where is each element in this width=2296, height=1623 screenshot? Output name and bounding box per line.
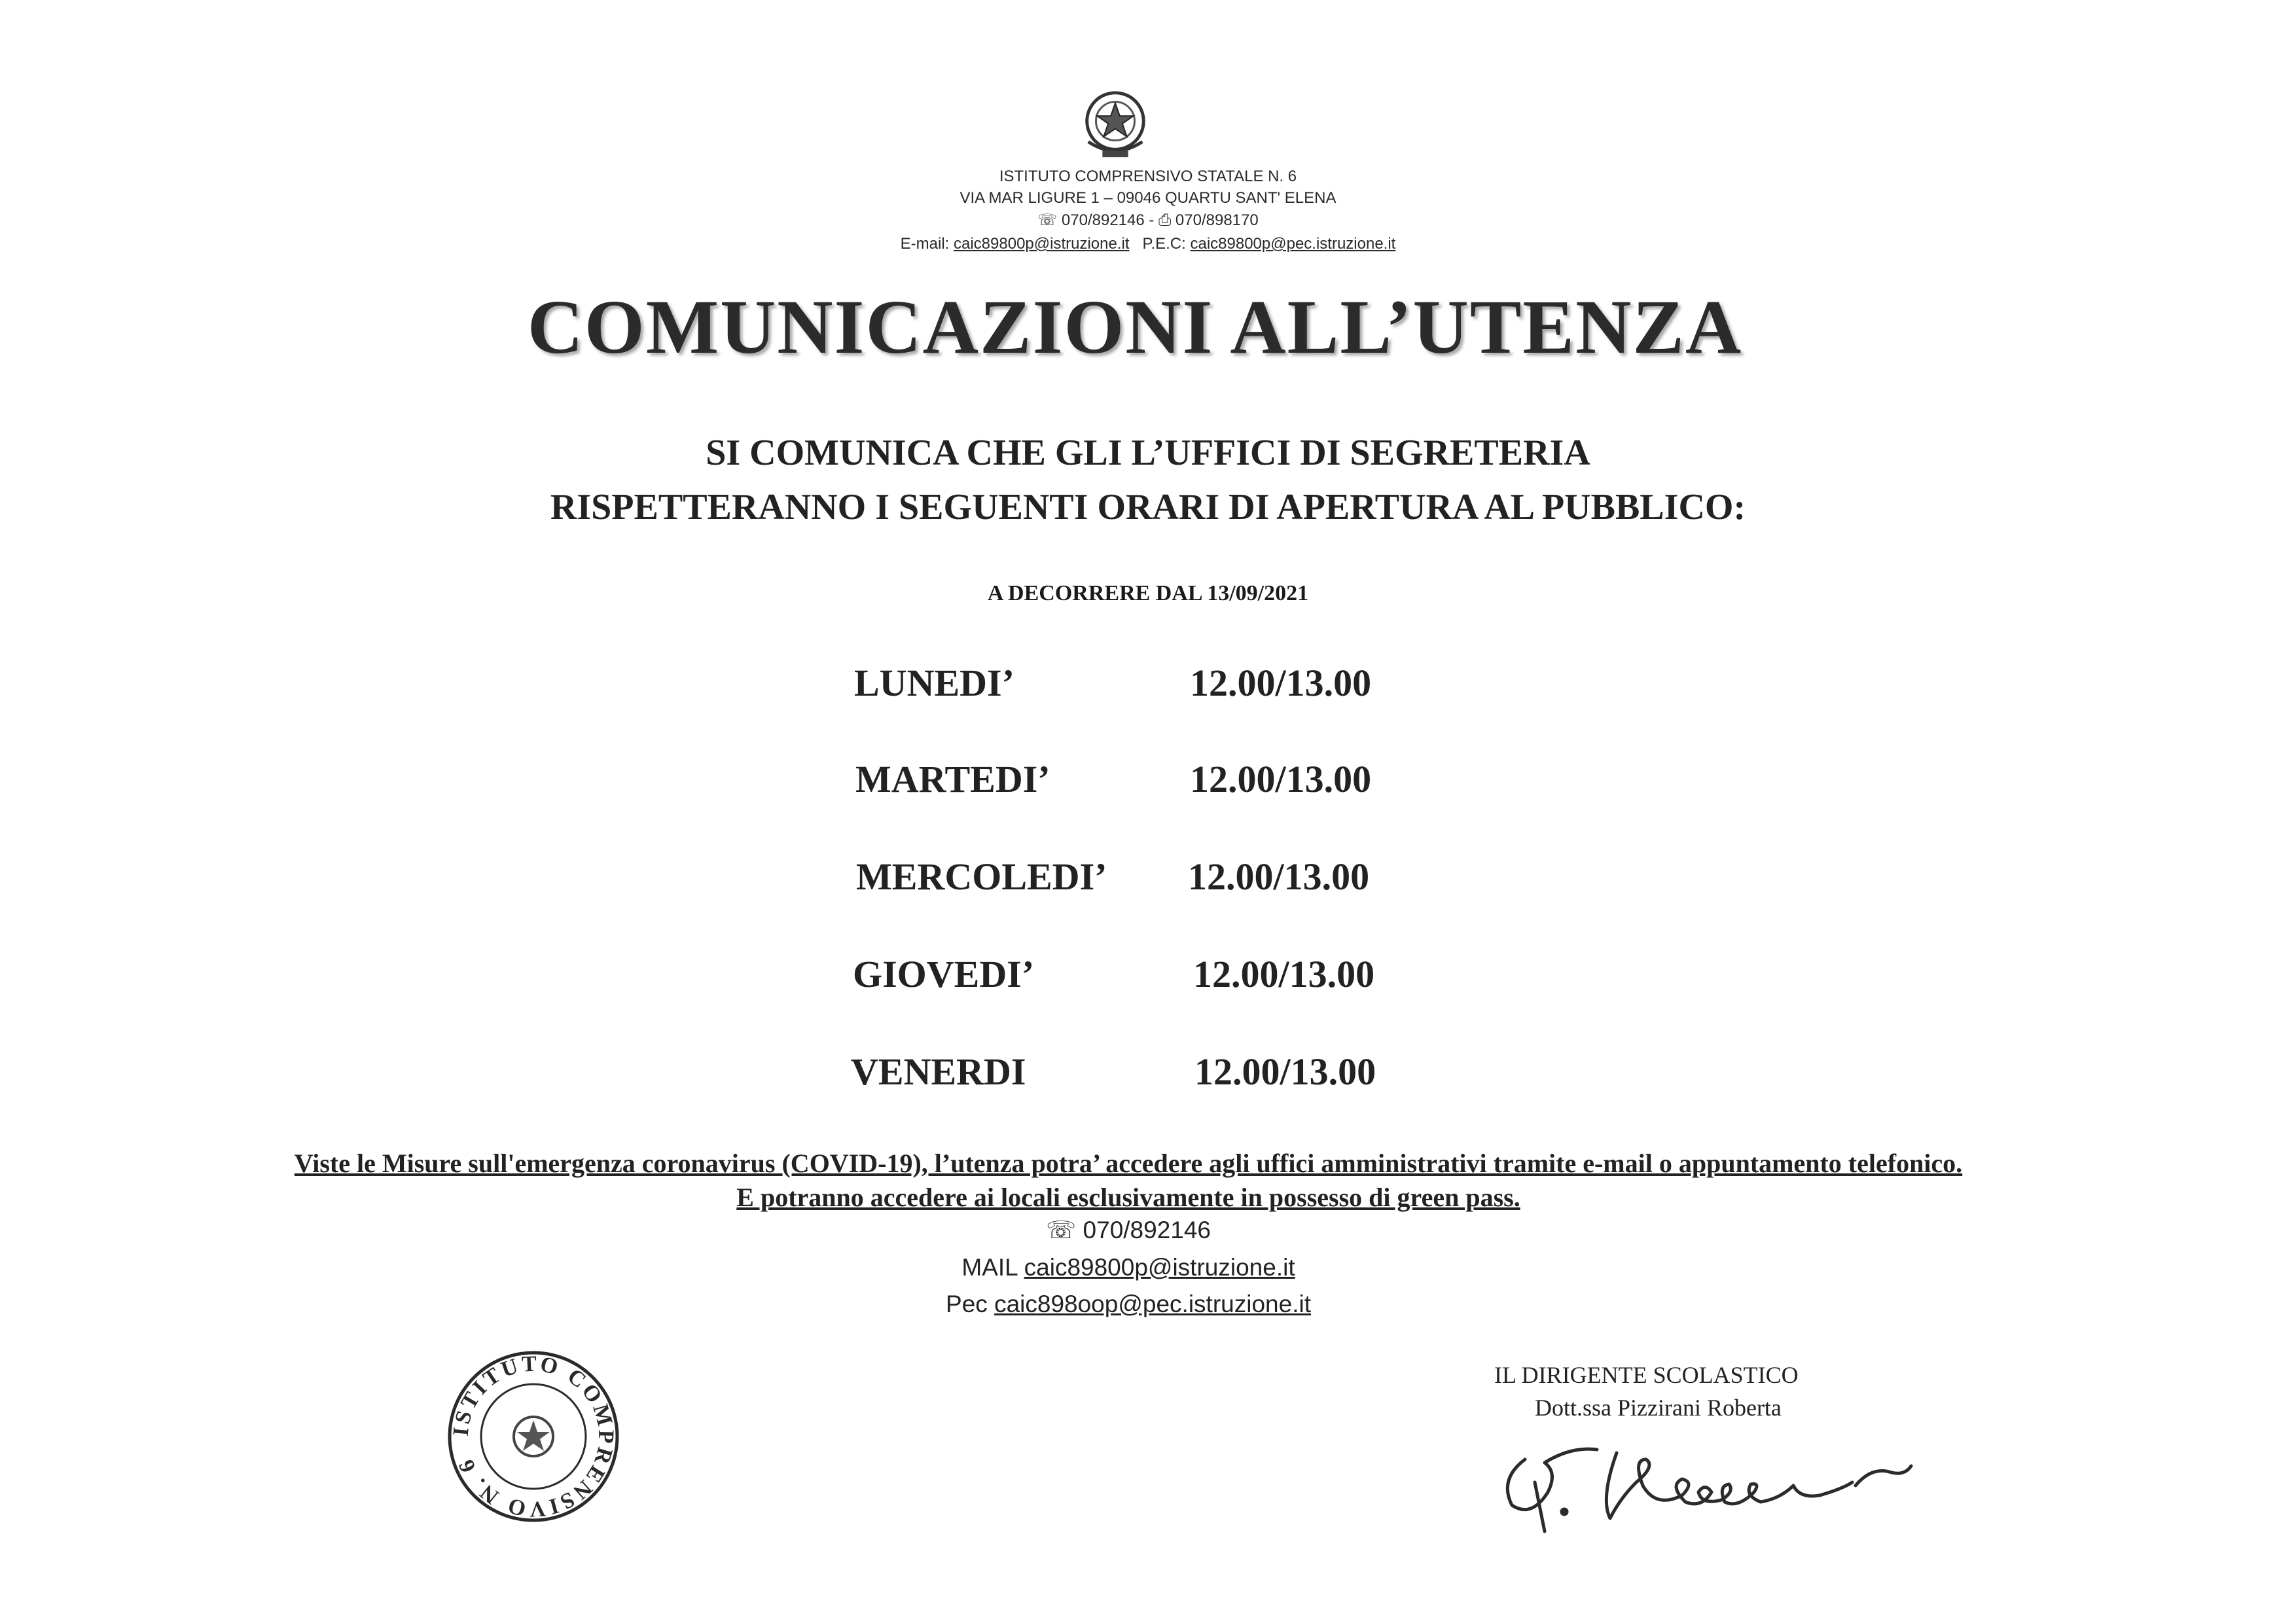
contact-pec-label: Pec (946, 1291, 995, 1317)
school-round-stamp-icon (445, 1348, 622, 1525)
schedule-day: MARTEDI’ (855, 758, 1050, 800)
signature-name: Dott.ssa Pizzirani Roberta (1535, 1395, 1782, 1421)
contact-phone: ☏ 070/892146 (1045, 1217, 1211, 1243)
school-name: ISTITUTO COMPRENSIVO STATALE N. 6 (999, 168, 1297, 185)
contact-mail-label: MAIL (961, 1254, 1024, 1281)
schedule-day: LUNEDI’ (854, 662, 1014, 704)
phone-text: ☏ 070/892146 - (1037, 211, 1159, 229)
svg-text:ISTITUTO COMPRENSIVO N. 6: ISTITUTO COMPRENSIVO N. 6 (448, 1351, 619, 1522)
schedule-hours: 12.00/13.00 (1188, 855, 1370, 898)
school-phone-fax (0, 209, 2296, 232)
school-address: VIA MAR LIGURE 1 – 09046 QUARTU SANT' ELENA (960, 189, 1336, 207)
pec-label: P.E.C: (1142, 235, 1191, 253)
school-email-line (0, 233, 2296, 255)
italian-republic-emblem-icon (1077, 84, 1154, 164)
schedule-hours: 12.00/13.00 (1194, 1050, 1376, 1093)
contact-mail (0, 1254, 2276, 1281)
start-date: A DECORRERE DAL 13/09/2021 (987, 581, 1309, 605)
email-link[interactable]: caic89800p@istruzione.it (954, 235, 1130, 253)
schedule-day: VENERDI (851, 1050, 1026, 1093)
schedule-day: MERCOLEDI’ (856, 855, 1107, 898)
schedule-hours: 12.00/13.00 (1190, 662, 1372, 704)
schedule-hours: 12.00/13.00 (1190, 758, 1372, 800)
signature-role: IL DIRIGENTE SCOLASTICO (1494, 1362, 1799, 1388)
covid-notice-line-1: Viste le Misure sull'emergenza coronavirus (COVID-19), l’utenza potra’ accedere agli uffici amministrativi tramite e-mail o appuntamento telefonico. (294, 1149, 1963, 1178)
fax-text: ⎙ 070/898170 (1158, 211, 1259, 229)
contact-pec-link[interactable]: caic898oop@pec.istruzione.it (994, 1291, 1311, 1317)
schedule-hours: 12.00/13.00 (1193, 953, 1375, 995)
covid-notice-line-2: E potranno accedere ai locali esclusivamente in possesso di green pass. (736, 1183, 1520, 1212)
handwritten-signature (1486, 1420, 1931, 1538)
contact-mail-link[interactable]: caic89800p@istruzione.it (1024, 1254, 1295, 1281)
subtitle-line-1: SI COMUNICA CHE GLI L’UFFICI DI SEGRETERIA (706, 433, 1590, 473)
schedule-day: GIOVEDI’ (853, 953, 1035, 995)
contact-pec (0, 1291, 2276, 1318)
page-title: COMUNICAZIONI ALL’UTENZA (527, 284, 1743, 370)
subtitle-line-2: RISPETTERANNO I SEGUENTI ORARI DI APERTURA AL PUBBLICO: (550, 487, 1746, 527)
pec-link[interactable]: caic89800p@pec.istruzione.it (1190, 235, 1396, 253)
email-label: E-mail: (900, 235, 954, 253)
